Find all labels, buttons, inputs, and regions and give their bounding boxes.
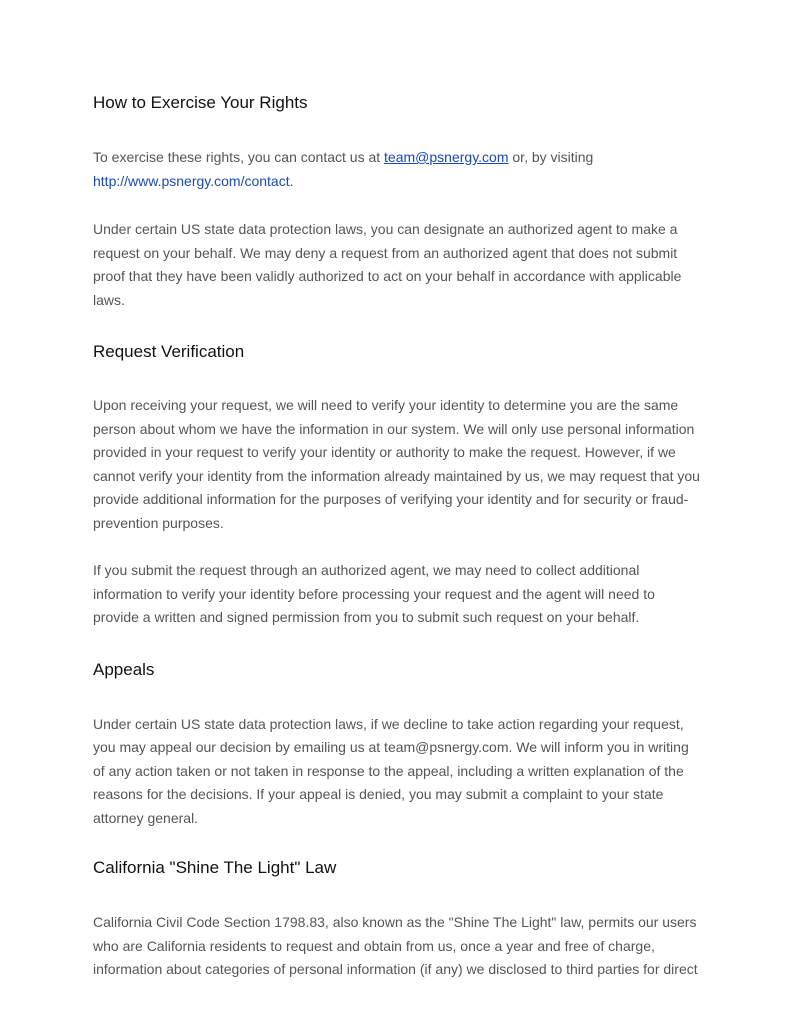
paragraph-verification: Upon receiving your request, we will need to verify your identity to determine you are the same person about whom we have the information in our system. We will only use personal information provided in your request to verify your identity or authority to make the request. However, if we cannot verify your identity from the information already maintained by us, we may request that you provide additional information for the purposes of verifying your identity and for security or fraud-prevention purposes.: [93, 397, 700, 531]
heading-exercise-rights: How to Exercise Your Rights: [93, 93, 308, 112]
contact-suffix-text: .: [289, 172, 294, 189]
paragraph-agent-verification: If you submit the request through an authorized agent, we may need to collect additional information to verify your identity before processing your request and the agent will need to provide a written and signed permission from you to submit such request on your behalf.: [93, 562, 655, 625]
paragraph-authorized-agent: Under certain US state data protection laws, you can designate an authorized agent to make a request on your behalf. We may deny a request from an authorized agent that does not submit proof that they have been validly authorized to act on your behalf in accordance with applicable laws.: [93, 221, 682, 308]
contact-email-link[interactable]: team@psnergy.com: [384, 149, 509, 165]
paragraph-appeals: Under certain US state data protection laws, if we decline to take action regarding your request, you may appeal our decision by emailing us at team@psnergy.com. We will inform you in writing of any action taken or not taken in response to the appeal, including a written explanation of the reasons for the decisions. If your appeal is denied, you may submit a complaint to your state attorney general.: [93, 715, 689, 826]
paragraph-contact: [93, 146, 703, 193]
document-page: [93, 93, 703, 982]
contact-url-link[interactable]: http://www.psnergy.com/contact: [93, 172, 290, 189]
heading-shine-the-light: California "Shine The Light" Law: [93, 858, 337, 877]
contact-middle-text: or, by visiting: [508, 149, 594, 165]
heading-appeals: Appeals: [93, 659, 155, 679]
contact-prefix-text: To exercise these rights, you can contact us at: [93, 149, 385, 165]
heading-request-verification: Request Verification: [93, 342, 245, 361]
paragraph-shine-the-light: California Civil Code Section 1798.83, also known as the "Shine The Light" law, permits our users who are California residents to request and obtain from us, once a year and free of charge, information about categories of personal information (if any) we disclosed to third parties for direct: [93, 914, 698, 977]
